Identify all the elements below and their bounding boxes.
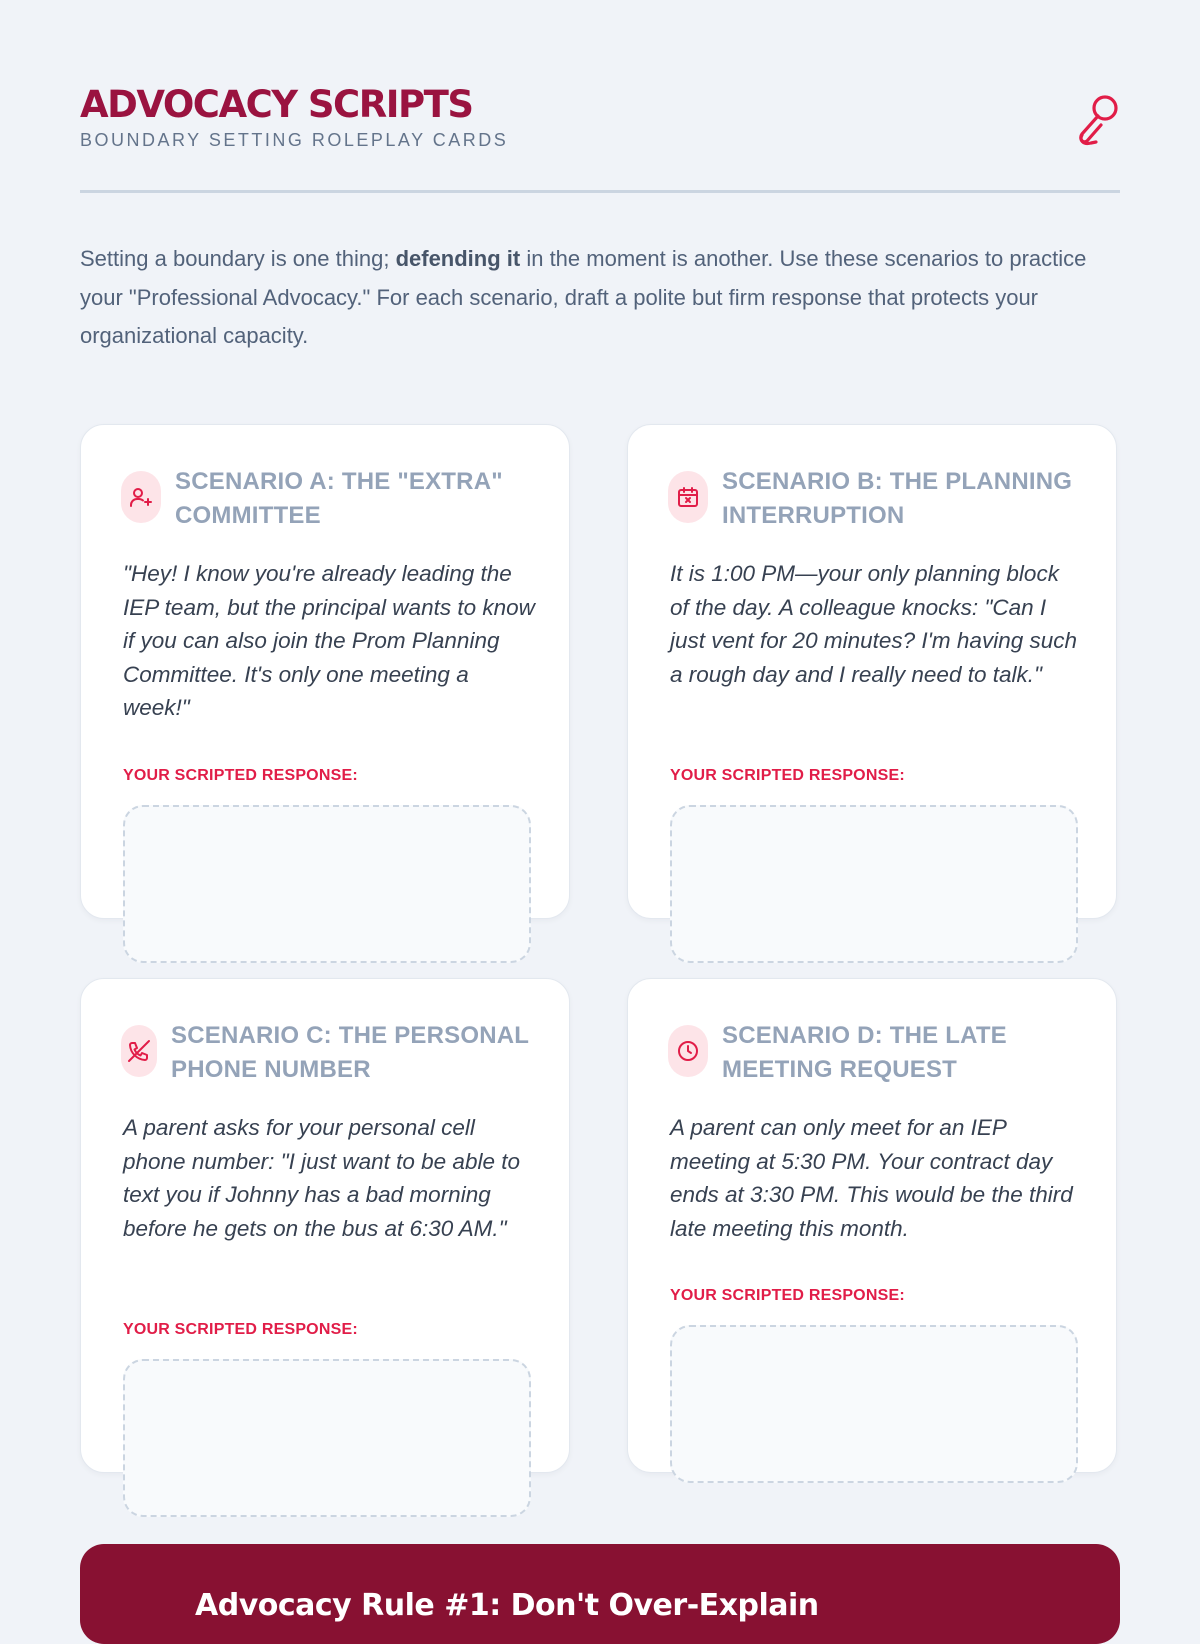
card-title: SCENARIO C: THE PERSONAL PHONE NUMBER [171, 1022, 529, 1083]
phone-off-icon [121, 1025, 157, 1077]
scenario-card-d [627, 978, 1117, 1473]
scenario-text: It is 1:00 PM—your only planning block of the day. A colleague knocks: "Can I just vent for 20 minutes? I'm having such a rough day and I really need to talk." [670, 561, 1077, 687]
response-input-box[interactable] [123, 1359, 531, 1517]
user-plus-icon [121, 471, 161, 523]
card-title: SCENARIO B: THE PLANNING INTERRUPTION [722, 468, 1073, 529]
intro-text-start: Setting a boundary is one thing; [80, 246, 396, 271]
response-input-box[interactable] [670, 1325, 1078, 1483]
scenario-card-c [80, 978, 570, 1473]
response-label: YOUR SCRIPTED RESPONSE: [670, 1287, 905, 1304]
banner-text: Advocacy Rule #1: Don't Over-Explain [195, 1588, 819, 1623]
response-label: YOUR SCRIPTED RESPONSE: [670, 767, 905, 784]
scenario-text: "Hey! I know you're already leading the IEP team, but the principal wants to know if you can also join the Prom Planning Committee. It's only one meeting a week!" [123, 561, 535, 720]
scenario-text: A parent can only meet for an IEP meeting at 5:30 PM. Your contract day ends at 3:30 PM. This would be the third late meeting this month. [670, 1115, 1073, 1241]
card-title: SCENARIO A: THE "EXTRA" COMMITTEE [175, 468, 503, 529]
intro-paragraph [80, 240, 1120, 356]
page-title: ADVOCACY SCRIPTS [80, 83, 473, 126]
intro-emphasis: defending it [395, 246, 521, 271]
page-header [80, 82, 1120, 193]
card-header [121, 1019, 539, 1087]
intro-text-end: in the moment is another. Use these scenarios to practice your "Professional Advocacy." For each scenario, draft a polite but firm response that protects your organizational capacity. [80, 246, 1087, 348]
card-title: SCENARIO D: THE LATE MEETING REQUEST [722, 1022, 1007, 1083]
page-subtitle: BOUNDARY SETTING ROLEPLAY CARDS [80, 130, 509, 150]
response-label: YOUR SCRIPTED RESPONSE: [123, 1321, 358, 1338]
card-header [121, 465, 539, 533]
response-input-box[interactable] [670, 805, 1078, 963]
card-header [668, 1019, 1086, 1087]
clock-icon [668, 1025, 708, 1077]
scenario-text: A parent asks for your personal cell phone number: "I just want to be able to text you if Johnny has a bad morning before he gets on the bus at 6:30 AM." [123, 1115, 520, 1241]
response-label: YOUR SCRIPTED RESPONSE: [123, 767, 358, 784]
card-header [668, 465, 1086, 533]
microphone-icon [1074, 92, 1120, 146]
scenario-card-b [627, 424, 1117, 919]
response-input-box[interactable] [123, 805, 531, 963]
advocacy-rule-banner [80, 1544, 1120, 1644]
calendar-x-icon [668, 471, 708, 523]
scenario-card-a [80, 424, 570, 919]
